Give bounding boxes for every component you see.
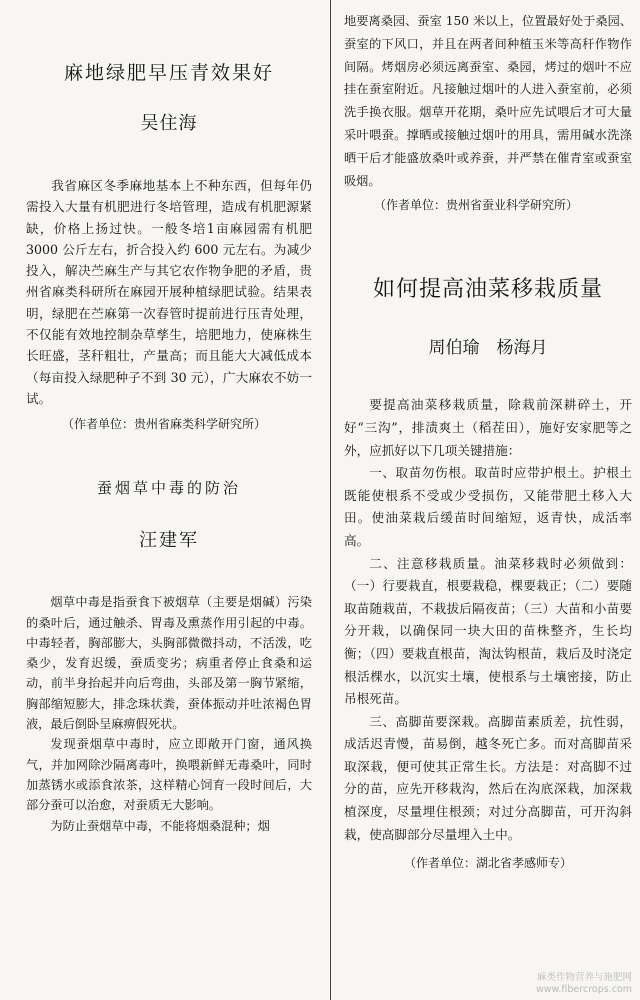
article2-author: 汪建军: [139, 530, 199, 552]
article2-paragraph: 发现蚕烟草中毒时，应立即敞开门窗，通风换气，并加网除沙隔离毒叶，换喂新鲜无毒桑叶，同时加蒸锈水或添食浓茶，这样精心饲育一段时间后，大部分蚕可以治愈，对蚕质无大影响。: [26, 737, 312, 813]
article1-credit: （作者单位：贵州省麻类科学研究所）: [62, 417, 267, 432]
right-column: [332, 0, 640, 1000]
article2-paragraph: 为防止蚕烟草中毒，不能将烟桑混种；烟: [50, 818, 270, 833]
article3-credit: （作者单位：湖北省孝感师专）: [403, 856, 572, 871]
article1-author: 吴住海: [140, 113, 198, 134]
article3-paragraph: 二、注意移栽质量。油菜移栽时必须做到：（一）行要栽直，根要栽稳，棵要栽正；（二）要随取苗随栽苗，不栽拔后隔夜苗；（三）大苗和小苗要分开栽，以确保同一块大田的苗株整齐，生长均衡；（四）要栽直根苗，淘汰钩根苗，栽后及时浇定根活棵水，以沉实土壤，使根系与土壤密接，防止吊根死苗。: [344, 555, 632, 707]
article3-paragraph: 要提高油菜移栽质量，除栽前深耕碎土，开好“三沟”，排渍爽土（稻茬田），施好安家肥等之外，应抓好以下几项关键措施：: [344, 397, 632, 458]
article1-title: 麻地绿肥早压青效果好: [63, 62, 274, 84]
column-divider: [330, 0, 331, 1000]
watermark-line2: www.fibercrops.com: [535, 984, 632, 995]
article2-continuation: 地要离桑园、蚕室 150 米以上，位置最好处于桑园、蚕室的下风口，并且在两者间种植玉米等高秆作物作间隔。烤烟房必须远离蚕室、桑园，烤过的烟叶不应挂在蚕室附近。凡接触过烟叶的人进入蚕室前，必须洗手换衣服。烟草开花期，桑叶应先试喂后才可大量采叶喂蚕。撑晒或接触过烟叶的用具，需用碱水洗涤晒干后才能盛放桑叶或养蚕，并严禁在催青室或蚕室吸烟。: [344, 14, 632, 188]
article1-paragraph: 我省麻区冬季麻地基本上不种东西，但每年仍需投入大量有机肥进行冬培管理，造成有机肥源紧缺，价格上扬过快。一般冬培1亩麻园需有机肥 3000 公斤左右，折合投入约 600 元左右。为减少投入，解决苎麻生产与其它农作物争肥的矛盾，贵州省麻类科研所在麻园开展种植绿肥试验。结果表明，绿肥在苎麻第一次春管时提前进行压青处理，不仅能有效地控制杂草孳生，培肥地力，使麻株生长旺盛，茎秆粗壮，产量高；而且能大大减低成本（每亩投入绿肥种子不到 30 元），广大麻农不妨一试。: [26, 178, 312, 406]
article3-body: [344, 394, 632, 872]
article3-title: 如何提高油菜移栽质量: [372, 277, 603, 303]
article3-author: 周伯瑜 杨海月: [428, 338, 548, 359]
article2-title: 蚕烟草中毒的防治: [96, 479, 241, 498]
article2-continuation-block: [344, 10, 632, 214]
article2-paragraph: 烟草中毒是指蚕食下被烟草（主要是烟碱）污染的桑叶后，通过触杀、胃毒及熏蒸作用引起的中毒。中毒轻者，胸部膨大，头胸部微微抖动，不活泼，吃桑少，发育迟缓，蚕质变劣；病重者停止食桑和运动，前半身抬起并向后弯曲，头部及第一胸节紧缩，胸部缩短膨大，排念珠状粪，蚕体振动并吐浓褐色胃液，最后倒卧呈麻痹假死状。: [26, 595, 312, 732]
article3-paragraph: 一、取苗勿伤根。取苗时应带护根土。护根土既能使根系不受或少受损伤，又能带肥土移入大田。使油菜栽后缓苗时间缩短，返青快，成活率高。: [344, 465, 632, 548]
article2-credit: （作者单位：贵州省蚕业科学研究所）: [374, 198, 579, 213]
watermark-line1: 麻类作物营养与施肥网: [536, 972, 632, 983]
site-watermark: [536, 972, 632, 996]
article2-body: [26, 592, 312, 836]
article1-body: [26, 175, 312, 433]
article3-paragraph: 三、高脚苗要深栽。高脚苗素质差，抗性弱，成活迟青慢，苗易倒，越冬死亡多。而对高脚苗采取深栽，便可使其正常生长。方法是：对高脚不过分的苗，应先开移栽沟，然后在沟底深栽，加深栽植深度，尽量埋住根颈；对过分高脚苗，可开沟斜栽，使高脚部分尽量埋入土中。: [344, 713, 632, 842]
